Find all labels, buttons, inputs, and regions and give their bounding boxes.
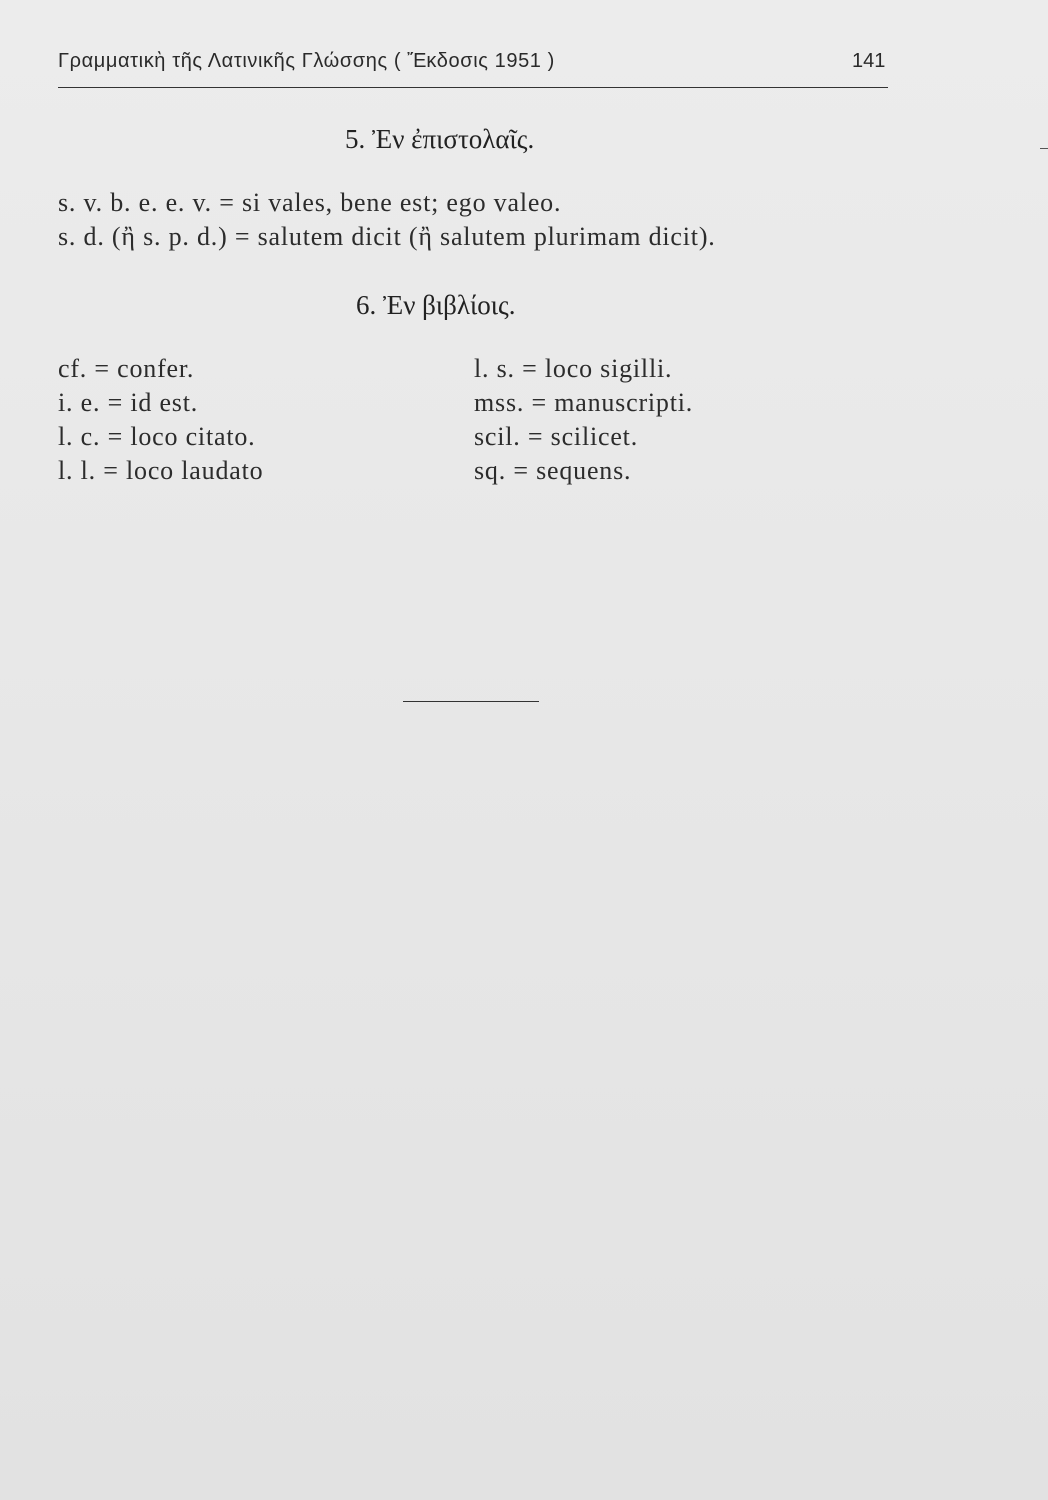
abbreviation-entry: l. c. = loco citato.	[58, 422, 256, 451]
abbreviation-entry: i. e. = id est.	[58, 388, 199, 417]
abbreviation-entry: l. s. = loco sigilli.	[474, 354, 673, 383]
header-rule	[58, 87, 888, 88]
section-6-heading: 6. Ἐν βιβλίοις.	[356, 290, 516, 320]
abbreviation-entry: mss. = manuscripti.	[474, 388, 694, 417]
page-number: 141	[852, 50, 886, 72]
abbreviation-entry: sq. = sequens.	[474, 456, 632, 485]
margin-mark	[1040, 148, 1048, 149]
running-head-title: Γραμματικὴ τῆς Λατινικῆς Γλώσσης ( Ἔκδοσις 1951 )	[58, 50, 555, 72]
book-abbreviations-right-column	[474, 352, 693, 488]
section-5-heading: 5. Ἐν ἐπιστολαῖς.	[345, 124, 535, 154]
book-abbreviations-left-column	[58, 352, 263, 488]
end-of-section-rule	[403, 701, 539, 702]
abbreviation-entry: cf. = confer.	[58, 354, 195, 383]
letter-abbreviation-line: s. v. b. e. e. v. = si vales, bene est; ego valeo.	[58, 188, 562, 217]
abbreviation-entry: l. l. = loco laudato	[58, 456, 264, 485]
abbreviation-entry: scil. = scilicet.	[474, 422, 639, 451]
letter-abbreviation-line: s. d. (ἢ s. p. d.) = salutem dicit (ἢ salutem plurimam dicit).	[58, 222, 716, 251]
